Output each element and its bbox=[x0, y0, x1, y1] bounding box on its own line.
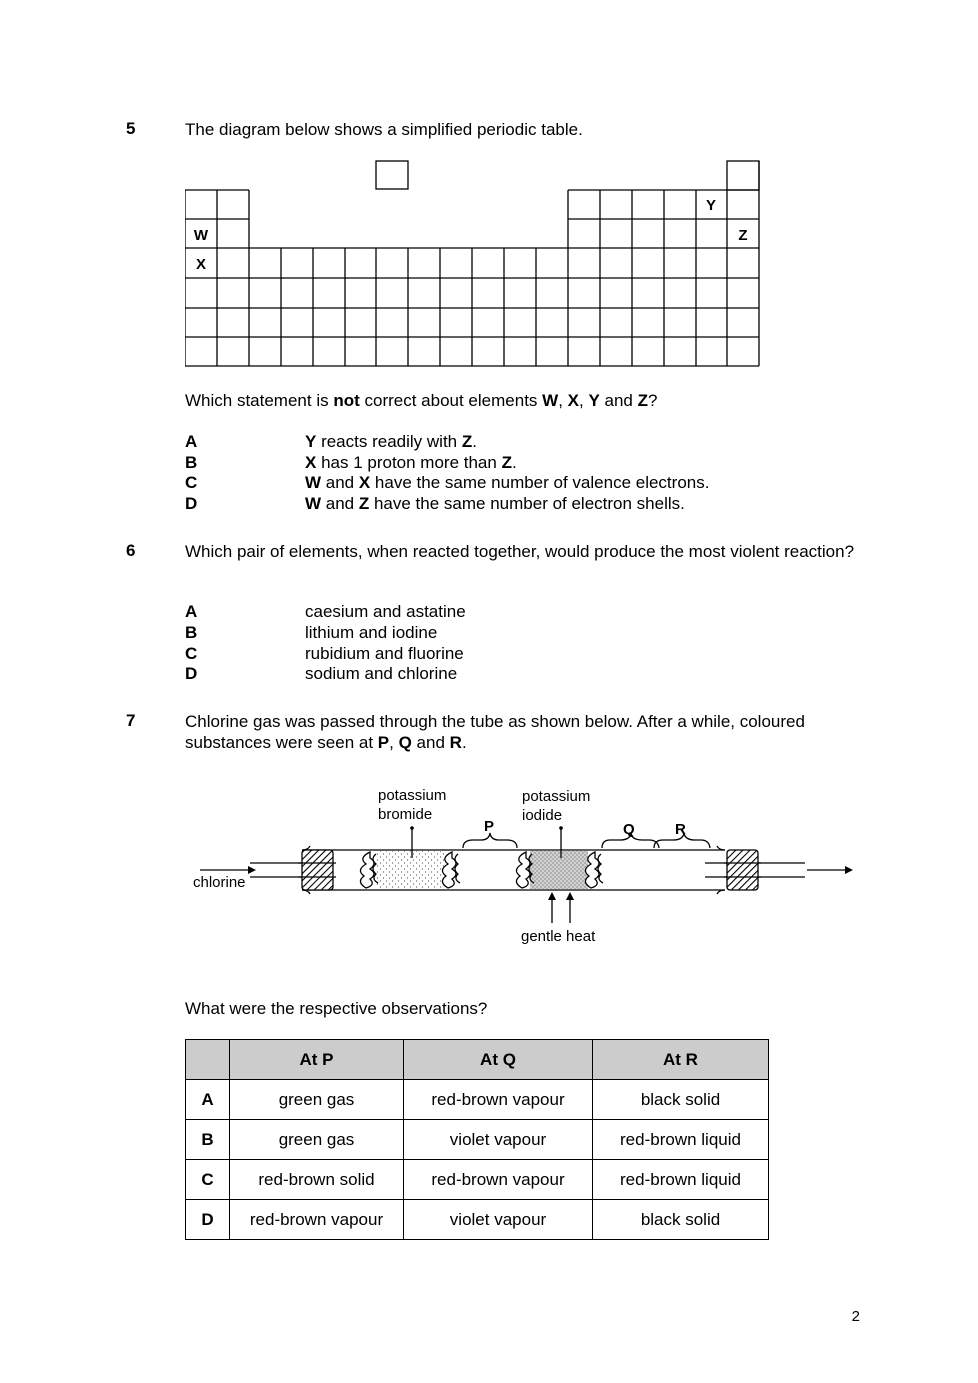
question-5-number: 5 bbox=[126, 119, 136, 138]
page-number: 2 bbox=[851, 1308, 860, 1325]
position-p-label: P bbox=[484, 818, 495, 835]
table-cell: red-brown vapour bbox=[230, 1200, 404, 1240]
position-q-label: Q bbox=[623, 821, 635, 838]
potassium-bromide-label-2: bromide bbox=[378, 806, 433, 823]
header-cell: At Q bbox=[404, 1040, 593, 1080]
row-letter: A bbox=[186, 1080, 230, 1120]
table-cell: red-brown liquid bbox=[593, 1120, 769, 1160]
table-cell: violet vapour bbox=[404, 1200, 593, 1240]
potassium-iodide-label-1: potassium bbox=[522, 788, 591, 805]
question-5-stem: The diagram below shows a simplified periodic table. bbox=[185, 120, 583, 139]
table-cell: red-brown vapour bbox=[404, 1080, 593, 1120]
table-cell: red-brown solid bbox=[230, 1160, 404, 1200]
option-text: X has 1 proton more than Z. bbox=[305, 453, 517, 472]
option-letter: D bbox=[185, 494, 198, 513]
potassium-bromide-label-1: potassium bbox=[378, 787, 447, 804]
question-5-prompt: Which statement is not correct about elements W, X, Y and Z? bbox=[185, 391, 658, 410]
table-cell: red-brown vapour bbox=[404, 1160, 593, 1200]
table-row bbox=[186, 1160, 769, 1200]
question-7-stem: Chlorine gas was passed through the tube as shown below. After a while, coloured substances were seen at P, Q and R. bbox=[185, 712, 805, 752]
element-z-label: Z bbox=[738, 227, 748, 244]
periodic-table bbox=[185, 160, 765, 370]
element-w-label: W bbox=[193, 227, 209, 244]
potassium-iodide-label-2: iodide bbox=[522, 807, 563, 824]
table-cell: red-brown liquid bbox=[593, 1160, 769, 1200]
question-6-stem: Which pair of elements, when reacted together, would produce the most violent reaction? bbox=[185, 542, 855, 561]
option-letter: A bbox=[185, 432, 198, 451]
table-row bbox=[186, 1200, 769, 1240]
option-letter: B bbox=[185, 453, 198, 472]
question-7-prompt: What were the respective observations? bbox=[185, 999, 488, 1018]
option-letter: B bbox=[185, 623, 198, 642]
header-cell bbox=[186, 1040, 230, 1080]
question-6-number: 6 bbox=[126, 541, 136, 560]
table-cell: black solid bbox=[593, 1080, 769, 1120]
element-x-label: X bbox=[195, 256, 207, 273]
table-cell: violet vapour bbox=[404, 1120, 593, 1160]
option-text: W and X have the same number of valence electrons. bbox=[305, 473, 710, 492]
element-y-label: Y bbox=[705, 197, 717, 214]
apparatus-diagram bbox=[190, 780, 860, 955]
option-text: rubidium and fluorine bbox=[305, 644, 464, 663]
option-text: Y reacts readily with Z. bbox=[305, 432, 477, 451]
table-cell: green gas bbox=[230, 1080, 404, 1120]
option-text: lithium and iodine bbox=[305, 623, 438, 642]
chlorine-label: chlorine bbox=[193, 874, 246, 891]
gentle-heat-label: gentle heat bbox=[521, 928, 596, 945]
position-r-label: R bbox=[675, 821, 686, 838]
table-header-row bbox=[186, 1040, 769, 1080]
question-7-number: 7 bbox=[126, 711, 136, 730]
option-text: sodium and chlorine bbox=[305, 664, 458, 683]
observations-table bbox=[185, 1039, 769, 1240]
row-letter: D bbox=[186, 1200, 230, 1240]
option-letter: A bbox=[185, 602, 198, 621]
option-letter: D bbox=[185, 664, 198, 683]
option-letter: C bbox=[185, 473, 198, 492]
table-cell: black solid bbox=[593, 1200, 769, 1240]
header-cell: At R bbox=[593, 1040, 769, 1080]
table-row bbox=[186, 1080, 769, 1120]
table-cell: green gas bbox=[230, 1120, 404, 1160]
option-text: W and Z have the same number of electron shells. bbox=[305, 494, 685, 513]
row-letter: C bbox=[186, 1160, 230, 1200]
table-row bbox=[186, 1120, 769, 1160]
header-cell: At P bbox=[230, 1040, 404, 1080]
option-text: caesium and astatine bbox=[305, 602, 466, 621]
option-letter: C bbox=[185, 644, 198, 663]
row-letter: B bbox=[186, 1120, 230, 1160]
